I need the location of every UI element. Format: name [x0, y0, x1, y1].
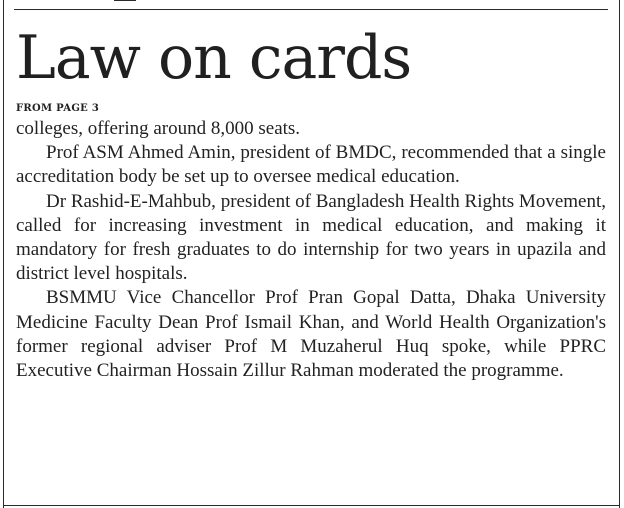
jump-line: FROM PAGE 3: [16, 103, 100, 114]
paragraph-speakers: BSMMU Vice Chancellor Prof Pran Gopal Datta, Dhaka University Medicine Faculty Dean Prof Ismail Khan, and World Health Organization's former regional adviser Prof M Muzaherul Huq spoke, while PPRC Executive Chairman Hossain Zillur Rahman moderated the programme.: [16, 287, 606, 382]
bottom-border: [3, 505, 620, 506]
headline: Law on cards: [16, 23, 412, 93]
right-border: [619, 0, 620, 508]
paragraph-continuation: colleges, offering around 8,000 seats.: [16, 118, 301, 139]
paragraph-bmdc: Prof ASM Ahmed Amin, president of BMDC, recommended that a single accreditation body be set up to oversee medical education.: [16, 142, 606, 188]
top-rule-stub: [114, 0, 136, 1]
left-border: [3, 0, 4, 508]
top-rule: [14, 9, 608, 10]
article-body: [16, 117, 606, 383]
paragraph-health-rights: Dr Rashid-E-Mahbub, president of Bangladesh Health Rights Movement, called for increasing investment in medical education, and making it mandatory for fresh graduates to do internship for two years in upazila and district level hospitals.: [16, 190, 606, 285]
